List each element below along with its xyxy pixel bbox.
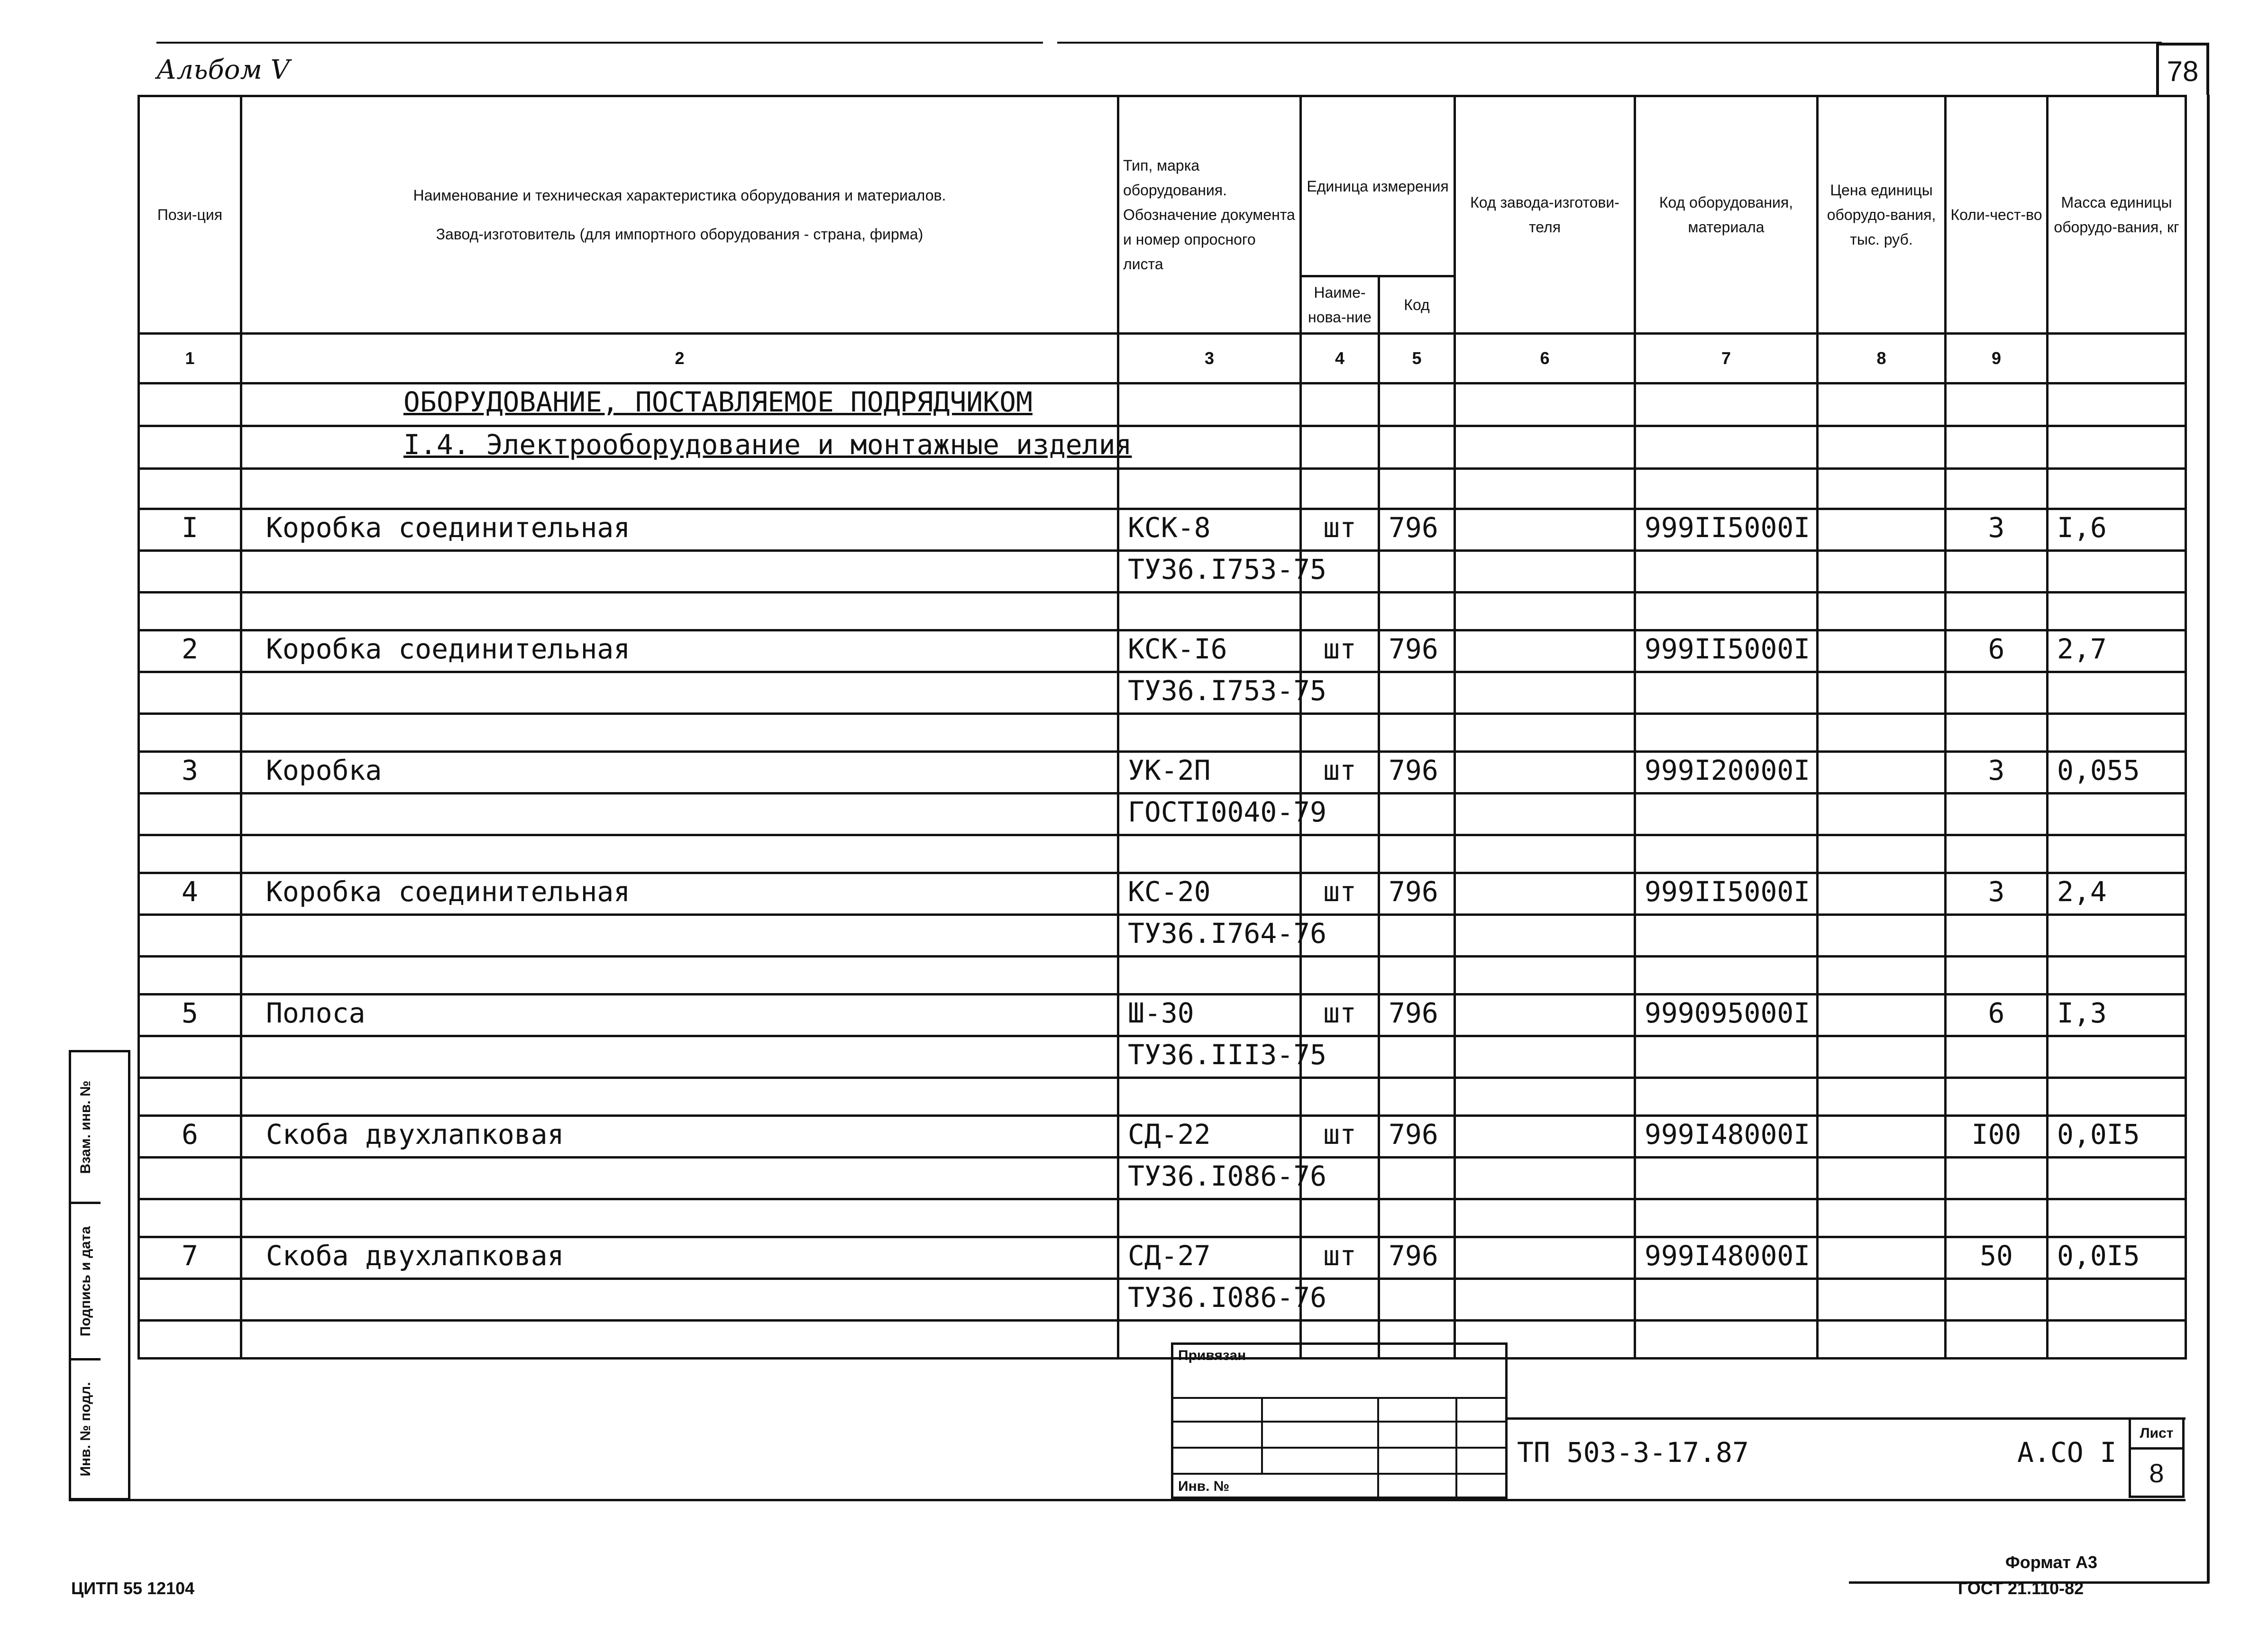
row-mass: I,6 — [2048, 509, 2186, 551]
row-unit: шт — [1301, 1116, 1379, 1158]
table-row-doc — [139, 1279, 2186, 1321]
column-number-row — [139, 334, 2186, 383]
header-unit-group: Единица измерения — [1301, 96, 1455, 276]
table-row-spacer — [139, 957, 2186, 995]
table-row-doc — [139, 551, 2186, 593]
column-number: 7 — [1635, 334, 1818, 383]
header-quantity: Коли-чест-во — [1946, 96, 2048, 334]
table-row-spacer — [139, 593, 2186, 630]
frame-bottom-line — [69, 1499, 2186, 1501]
row-unit-code: 796 — [1379, 509, 1455, 551]
row-type: Ш-30 — [1118, 995, 1301, 1036]
footer-left: ЦИТП 55 12104 — [71, 1579, 195, 1598]
row-unit-code: 796 — [1379, 1116, 1455, 1158]
row-name: Коробка соединительная — [241, 509, 1118, 551]
row-unit: шт — [1301, 1237, 1379, 1279]
column-number: 5 — [1379, 334, 1455, 383]
row-name: Скоба двухлапковая — [241, 1237, 1118, 1279]
row-quantity: 3 — [1946, 509, 2048, 551]
section-title: ОБОРУДОВАНИЕ, ПОСТАВЛЯЕМОЕ ПОДРЯДЧИКОМ — [241, 383, 1118, 426]
header-row — [139, 96, 2186, 276]
section-row — [139, 383, 2186, 426]
row-type: УК-2П — [1118, 752, 1301, 794]
column-number: 9 — [1946, 334, 2048, 383]
side-label-replace: Взам. инв. № — [71, 1052, 101, 1204]
footer-format: Формат А3 — [2005, 1552, 2098, 1572]
row-mass: 0,055 — [2048, 752, 2186, 794]
row-type: КС-20 — [1118, 873, 1301, 915]
document-code: А.СО I — [2017, 1436, 2117, 1469]
titleblock-top-line — [1508, 1417, 2186, 1420]
row-quantity: 3 — [1946, 752, 2048, 794]
row-type: КСК-8 — [1118, 509, 1301, 551]
column-number: 4 — [1301, 334, 1379, 383]
row-unit: шт — [1301, 995, 1379, 1036]
table-row — [139, 509, 2186, 551]
row-position: 4 — [139, 873, 241, 915]
page-number: 78 — [2156, 43, 2209, 95]
row-material-code: 999II5000I — [1635, 873, 1818, 915]
row-name: Полоса — [241, 995, 1118, 1036]
table-row — [139, 752, 2186, 794]
table-row-doc — [139, 915, 2186, 957]
sheet-label: Лист — [2131, 1420, 2182, 1450]
column-number: 6 — [1455, 334, 1635, 383]
column-number: 1 — [139, 334, 241, 383]
row-document: ГОСТI0040-79 — [1118, 794, 1301, 835]
header-unit-code: Код — [1379, 276, 1455, 334]
row-unit-code: 796 — [1379, 873, 1455, 915]
stamp-inv-label: Инв. № — [1178, 1479, 1230, 1494]
row-unit: шт — [1301, 509, 1379, 551]
row-name: Коробка — [241, 752, 1118, 794]
row-mass: 2,7 — [2048, 630, 2186, 672]
row-unit-code: 796 — [1379, 1237, 1455, 1279]
header-unit-name: Наиме-нова-ние — [1301, 276, 1379, 334]
album-label: Альбом V — [156, 55, 290, 85]
header-name-line1: Наименование и техническая характеристика оборудования и материалов. — [413, 187, 946, 204]
row-name: Коробка соединительная — [241, 630, 1118, 672]
row-material-code: 999I48000I — [1635, 1116, 1818, 1158]
header-factory-code: Код завода-изготови-теля — [1455, 96, 1635, 334]
column-number: 8 — [1818, 334, 1946, 383]
table-row — [139, 630, 2186, 672]
table-row-spacer — [139, 1321, 2186, 1359]
header-name — [241, 96, 1118, 334]
row-type: КСК-I6 — [1118, 630, 1301, 672]
column-number: 2 — [241, 334, 1118, 383]
side-label-inventory: Инв. № подл. — [78, 1382, 93, 1477]
row-position: 2 — [139, 630, 241, 672]
row-unit: шт — [1301, 630, 1379, 672]
row-mass: I,3 — [2048, 995, 2186, 1036]
row-quantity: 50 — [1946, 1237, 2048, 1279]
row-document: ТУ36.I086-76 — [1118, 1158, 1301, 1199]
top-border-left — [156, 42, 1043, 44]
table-row — [139, 873, 2186, 915]
table-row-spacer — [139, 714, 2186, 752]
row-material-code: 999II5000I — [1635, 509, 1818, 551]
table-row-doc — [139, 672, 2186, 714]
table-row-doc — [139, 794, 2186, 835]
row-material-code: 999I20000I — [1635, 752, 1818, 794]
row-quantity: 3 — [1946, 873, 2048, 915]
row-mass: 2,4 — [2048, 873, 2186, 915]
row-material-code: 999095000I — [1635, 995, 1818, 1036]
row-type: СД-22 — [1118, 1116, 1301, 1158]
header-type: Тип, марка оборудования. Обозначение документа и номер опросного листа — [1118, 96, 1301, 334]
row-mass: 0,0I5 — [2048, 1237, 2186, 1279]
right-border — [2207, 95, 2210, 1583]
sheet-box — [2129, 1417, 2185, 1498]
row-document: ТУ36.I753-75 — [1118, 551, 1301, 593]
row-type: СД-27 — [1118, 1237, 1301, 1279]
top-border-right — [1057, 42, 2162, 44]
row-name: Скоба двухлапковая — [241, 1116, 1118, 1158]
table-row-doc — [139, 1036, 2186, 1078]
column-number: 3 — [1118, 334, 1301, 383]
row-unit-code: 796 — [1379, 752, 1455, 794]
binding-stamp — [1171, 1342, 1508, 1499]
row-position: 6 — [139, 1116, 241, 1158]
row-material-code: 999I48000I — [1635, 1237, 1818, 1279]
header-name-line2: Завод-изготовитель (для импортного оборудования - страна, фирма) — [436, 226, 924, 243]
header-position: Пози-ция — [139, 96, 241, 334]
row-material-code: 999II5000I — [1635, 630, 1818, 672]
row-position: I — [139, 509, 241, 551]
header-material-code: Код оборудования, материала — [1635, 96, 1818, 334]
table-row — [139, 995, 2186, 1036]
row-mass: 0,0I5 — [2048, 1116, 2186, 1158]
footer-gost: ГОСТ 21.110-82 — [1958, 1579, 2084, 1598]
row-unit: шт — [1301, 873, 1379, 915]
row-quantity: 6 — [1946, 995, 2048, 1036]
sheet-number: 8 — [2149, 1458, 2164, 1488]
row-unit-code: 796 — [1379, 995, 1455, 1036]
specification-table — [137, 95, 2187, 1360]
row-document: ТУ36.I753-75 — [1118, 672, 1301, 714]
row-document: ТУ36.I086-76 — [1118, 1279, 1301, 1321]
row-unit-code: 796 — [1379, 630, 1455, 672]
side-label-signature: Подпись и дата — [71, 1204, 101, 1360]
row-name: Коробка соединительная — [241, 873, 1118, 915]
row-quantity: I00 — [1946, 1116, 2048, 1158]
column-number-empty — [2048, 334, 2186, 383]
row-position: 3 — [139, 752, 241, 794]
row-document: ТУ36.III3-75 — [1118, 1036, 1301, 1078]
side-strip — [69, 1050, 130, 1500]
table-row-doc — [139, 1158, 2186, 1199]
table-row-spacer — [139, 835, 2186, 873]
table-row-spacer — [139, 1199, 2186, 1237]
row-quantity: 6 — [1946, 630, 2048, 672]
table-row-spacer — [139, 1078, 2186, 1116]
row-position: 5 — [139, 995, 241, 1036]
subsection-title: I.4. Электрооборудование и монтажные изделия — [241, 426, 1118, 469]
document-designation: ТП 503-3-17.87 — [1517, 1436, 1749, 1469]
table-row — [139, 1116, 2186, 1158]
row-position: 7 — [139, 1237, 241, 1279]
header-mass: Масса единицы оборудо-вания, кг — [2048, 96, 2186, 334]
table-row — [139, 1237, 2186, 1279]
spacer-row — [139, 469, 2186, 509]
subsection-row — [139, 426, 2186, 469]
header-price: Цена единицы оборудо-вания, тыс. руб. — [1818, 96, 1946, 334]
stamp-bound-label: Привязан — [1178, 1348, 1246, 1363]
row-document: ТУ36.I764-76 — [1118, 915, 1301, 957]
row-unit: шт — [1301, 752, 1379, 794]
